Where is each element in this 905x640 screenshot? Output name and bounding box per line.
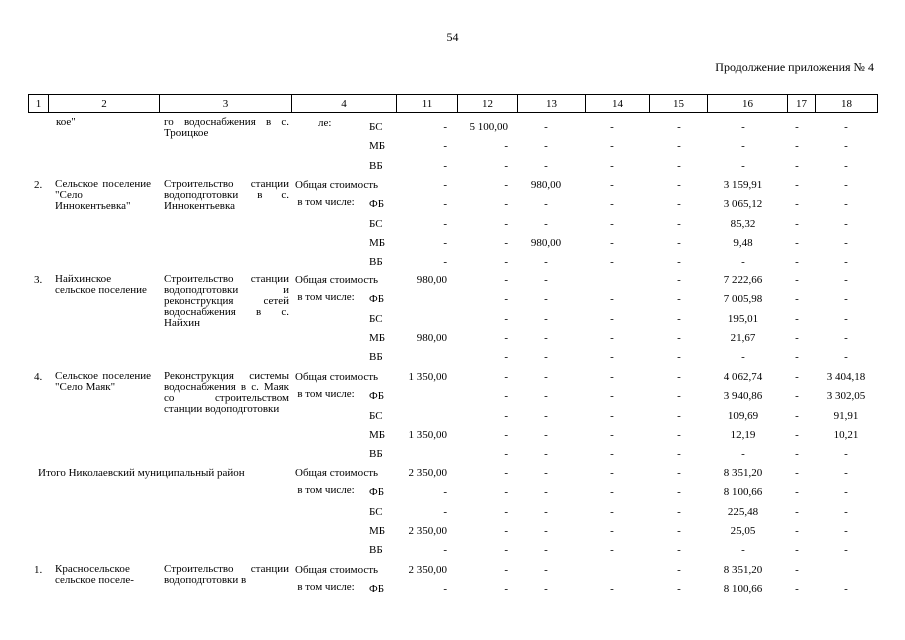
municipality-name: Красносельское сельское поселе- bbox=[55, 563, 134, 586]
value-c13: - bbox=[544, 583, 548, 596]
value-c12: - bbox=[504, 179, 508, 191]
value-c11: - bbox=[443, 544, 447, 557]
value-c14: - bbox=[610, 198, 614, 211]
value-c13: - bbox=[544, 544, 548, 557]
value-c18: - bbox=[844, 331, 848, 344]
value-c16: 3 940,86 bbox=[723, 390, 763, 403]
value-c12: - bbox=[504, 544, 508, 557]
value-c16: 8 351,20 bbox=[723, 467, 763, 479]
value-c16: 25,05 bbox=[730, 524, 756, 537]
value-c16: 3 065,12 bbox=[723, 198, 763, 211]
value-c12: - bbox=[504, 198, 508, 211]
value-c13: - bbox=[544, 524, 548, 537]
value-c14: - bbox=[610, 351, 614, 364]
value-c15: - bbox=[677, 293, 681, 306]
value-c15: - bbox=[677, 524, 681, 537]
total-title: Итого Николаевский муниципальный район bbox=[38, 467, 245, 479]
value-c14: - bbox=[610, 428, 614, 441]
value-c14: - bbox=[610, 293, 614, 306]
row-label: ФБ bbox=[369, 486, 385, 499]
value-c11: - bbox=[443, 159, 447, 172]
value-c11: - bbox=[443, 140, 447, 153]
value-c12: - bbox=[504, 583, 508, 596]
header-col-11: 11 bbox=[397, 94, 458, 113]
value-c13: - bbox=[544, 448, 548, 461]
value-c17: - bbox=[795, 274, 799, 286]
value-c13: - bbox=[544, 351, 548, 364]
value-c16: 21,67 bbox=[730, 331, 756, 344]
value-c11: 2 350,00 bbox=[408, 564, 447, 576]
value-c13: 980,00 bbox=[530, 179, 562, 191]
value-c15: - bbox=[677, 564, 681, 576]
value-c15: - bbox=[677, 312, 681, 325]
value-c11: 1 350,00 bbox=[408, 371, 447, 383]
value-c17: - bbox=[795, 524, 799, 537]
row-label: ВБ bbox=[369, 544, 383, 557]
value-c12: - bbox=[504, 140, 508, 153]
value-c16: 8 351,20 bbox=[723, 564, 763, 576]
project-description: го водоснабжения в с. Троицкое bbox=[164, 116, 289, 139]
value-c18: - bbox=[844, 505, 848, 518]
value-c13: - bbox=[544, 564, 548, 576]
value-c18: - bbox=[844, 217, 848, 230]
sub-label: в том числе: bbox=[297, 388, 355, 400]
project-description: Строительство станции водоподготовки и реконструкция сетей водоснабжения в с. Найхин bbox=[164, 273, 289, 329]
value-c12: - bbox=[504, 428, 508, 441]
value-c16: 9,48 bbox=[733, 236, 753, 249]
value-c16: 12,19 bbox=[730, 428, 756, 441]
value-c15: - bbox=[677, 371, 681, 383]
value-c18: - bbox=[844, 467, 848, 479]
value-c18: - bbox=[844, 544, 848, 557]
table-header bbox=[28, 94, 878, 112]
row-label: МБ bbox=[369, 140, 386, 153]
value-c15: - bbox=[677, 448, 681, 461]
value-c14: - bbox=[610, 505, 614, 518]
row-label: МБ bbox=[369, 428, 386, 441]
value-c14: - bbox=[610, 583, 614, 596]
value-c15: - bbox=[677, 351, 681, 364]
value-c12: - bbox=[504, 448, 508, 461]
value-c13: - bbox=[544, 293, 548, 306]
value-c18: - bbox=[844, 274, 848, 286]
value-c17: - bbox=[795, 121, 799, 133]
value-c15: - bbox=[677, 390, 681, 403]
value-c12: 5 100,00 bbox=[469, 121, 508, 133]
row-label: БС bbox=[369, 312, 383, 325]
value-c16: - bbox=[741, 140, 745, 153]
sub-label: в том числе: bbox=[297, 291, 355, 303]
sub-label: ле: bbox=[318, 117, 332, 129]
value-c17: - bbox=[795, 179, 799, 191]
value-c15: - bbox=[677, 121, 681, 133]
value-c15: - bbox=[677, 409, 681, 422]
value-c13: - bbox=[544, 159, 548, 172]
header-col-14: 14 bbox=[586, 94, 650, 113]
value-c17: - bbox=[795, 312, 799, 325]
value-c17: - bbox=[795, 371, 799, 383]
value-c18: 3 404,18 bbox=[826, 371, 866, 383]
value-c13: - bbox=[544, 274, 548, 286]
value-c13: - bbox=[544, 390, 548, 403]
header-col-16: 16 bbox=[708, 94, 788, 113]
sub-label: в том числе: bbox=[297, 196, 355, 208]
value-c14: - bbox=[610, 312, 614, 325]
project-description: Строительство станции водоподготовки в с. Иннокентьевка bbox=[164, 178, 289, 212]
row-number: 1. bbox=[34, 564, 43, 576]
value-c15: - bbox=[677, 331, 681, 344]
row-label: ВБ bbox=[369, 256, 383, 269]
header-col-13: 13 bbox=[518, 94, 586, 113]
header-col-18: 18 bbox=[816, 94, 878, 113]
value-c15: - bbox=[677, 217, 681, 230]
row-number: 4. bbox=[34, 371, 43, 383]
value-c14: - bbox=[610, 140, 614, 153]
value-c12: - bbox=[504, 486, 508, 499]
value-c17: - bbox=[795, 409, 799, 422]
value-c13: - bbox=[544, 428, 548, 441]
row-label: ВБ bbox=[369, 351, 383, 364]
value-c16: - bbox=[741, 351, 745, 364]
value-c12: - bbox=[504, 351, 508, 364]
value-c13: - bbox=[544, 467, 548, 479]
value-c16: - bbox=[741, 121, 745, 133]
row-label-total: Общая стоимость bbox=[295, 274, 379, 286]
municipality-name: Сельское поселение "Село Иннокентьевка" bbox=[55, 178, 151, 212]
value-c12: - bbox=[504, 390, 508, 403]
value-c17: - bbox=[795, 428, 799, 441]
value-c18: - bbox=[844, 236, 848, 249]
value-c18: - bbox=[844, 159, 848, 172]
value-c12: - bbox=[504, 236, 508, 249]
row-label: ФБ bbox=[369, 198, 385, 211]
value-c14: - bbox=[610, 524, 614, 537]
value-c14: - bbox=[610, 236, 614, 249]
row-number: 3. bbox=[34, 274, 43, 286]
value-c12: - bbox=[504, 293, 508, 306]
value-c13: - bbox=[544, 409, 548, 422]
value-c11: - bbox=[443, 121, 447, 133]
value-c14: - bbox=[610, 544, 614, 557]
value-c12: - bbox=[504, 256, 508, 269]
value-c18: 91,91 bbox=[833, 409, 859, 422]
value-c18: - bbox=[844, 448, 848, 461]
value-c12: - bbox=[504, 505, 508, 518]
header-col-15: 15 bbox=[650, 94, 708, 113]
value-c17: - bbox=[795, 486, 799, 499]
row-label: БС bbox=[369, 505, 383, 518]
row-label-total: Общая стоимость bbox=[295, 564, 379, 576]
value-c15: - bbox=[677, 140, 681, 153]
value-c15: - bbox=[677, 544, 681, 557]
value-c15: - bbox=[677, 467, 681, 479]
value-c17: - bbox=[795, 448, 799, 461]
value-c17: - bbox=[795, 256, 799, 269]
value-c18: 10,21 bbox=[833, 428, 859, 441]
value-c18: - bbox=[844, 583, 848, 596]
value-c17: - bbox=[795, 140, 799, 153]
page-number: 54 bbox=[446, 30, 459, 44]
value-c11: 1 350,00 bbox=[408, 428, 447, 441]
value-c12: - bbox=[504, 564, 508, 576]
value-c13: - bbox=[544, 371, 548, 383]
value-c17: - bbox=[795, 331, 799, 344]
value-c14: - bbox=[610, 217, 614, 230]
value-c13: - bbox=[544, 331, 548, 344]
value-c17: - bbox=[795, 198, 799, 211]
header-col-3: 3 bbox=[160, 94, 292, 113]
value-c16: 8 100,66 bbox=[723, 583, 763, 596]
value-c12: - bbox=[504, 467, 508, 479]
header-col-4: 4 bbox=[292, 94, 397, 113]
row-label: МБ bbox=[369, 236, 386, 249]
value-c12: - bbox=[504, 159, 508, 172]
value-c18: - bbox=[844, 140, 848, 153]
value-c17: - bbox=[795, 564, 799, 576]
value-c11: - bbox=[443, 583, 447, 596]
value-c11: - bbox=[443, 486, 447, 499]
value-c14: - bbox=[610, 159, 614, 172]
value-c11: - bbox=[443, 179, 447, 191]
value-c11: 980,00 bbox=[416, 274, 447, 286]
value-c16: - bbox=[741, 448, 745, 461]
value-c16: 195,01 bbox=[727, 312, 759, 325]
sub-label: в том числе: bbox=[297, 581, 355, 593]
row-label: ФБ bbox=[369, 583, 385, 596]
value-c18: - bbox=[844, 486, 848, 499]
value-c11: - bbox=[443, 217, 447, 230]
value-c18: - bbox=[844, 256, 848, 269]
value-c14: - bbox=[610, 467, 614, 479]
value-c14: - bbox=[610, 331, 614, 344]
value-c13: - bbox=[544, 140, 548, 153]
value-c16: 4 062,74 bbox=[723, 371, 763, 383]
value-c13: - bbox=[544, 256, 548, 269]
header-col-12: 12 bbox=[458, 94, 518, 113]
row-label: ФБ bbox=[369, 390, 385, 403]
value-c12: - bbox=[504, 331, 508, 344]
value-c18: - bbox=[844, 293, 848, 306]
value-c17: - bbox=[795, 236, 799, 249]
municipality-name: кое" bbox=[56, 116, 76, 128]
value-c15: - bbox=[677, 274, 681, 286]
value-c15: - bbox=[677, 428, 681, 441]
value-c14: - bbox=[610, 256, 614, 269]
value-c12: - bbox=[504, 524, 508, 537]
value-c14: - bbox=[610, 371, 614, 383]
value-c15: - bbox=[677, 236, 681, 249]
value-c15: - bbox=[677, 486, 681, 499]
value-c16: - bbox=[741, 159, 745, 172]
value-c13: - bbox=[544, 217, 548, 230]
value-c17: - bbox=[795, 293, 799, 306]
value-c17: - bbox=[795, 351, 799, 364]
value-c16: 109,69 bbox=[727, 409, 759, 422]
project-description: Реконструкция системы водоснабжения в с. Маяк со строительством станции водоподготовки bbox=[164, 370, 289, 415]
value-c11: - bbox=[443, 256, 447, 269]
value-c17: - bbox=[795, 467, 799, 479]
value-c17: - bbox=[795, 505, 799, 518]
sub-label: в том числе: bbox=[297, 484, 355, 496]
value-c18: - bbox=[844, 198, 848, 211]
value-c11: 2 350,00 bbox=[408, 467, 447, 479]
value-c15: - bbox=[677, 159, 681, 172]
row-number: 2. bbox=[34, 179, 43, 191]
value-c14: - bbox=[610, 179, 614, 191]
row-label-total: Общая стоимость bbox=[295, 371, 379, 383]
value-c14: - bbox=[610, 448, 614, 461]
row-label-total: Общая стоимость bbox=[295, 467, 379, 479]
value-c18: - bbox=[844, 179, 848, 191]
value-c12: - bbox=[504, 409, 508, 422]
row-label: ВБ bbox=[369, 448, 383, 461]
value-c15: - bbox=[677, 179, 681, 191]
value-c16: - bbox=[741, 256, 745, 269]
value-c14: - bbox=[610, 486, 614, 499]
value-c13: - bbox=[544, 505, 548, 518]
header-col-17: 17 bbox=[788, 94, 816, 113]
value-c18: - bbox=[844, 524, 848, 537]
value-c13: - bbox=[544, 312, 548, 325]
value-c11: - bbox=[443, 505, 447, 518]
value-c17: - bbox=[795, 390, 799, 403]
value-c16: 3 159,91 bbox=[723, 179, 763, 191]
value-c13: 980,00 bbox=[530, 236, 562, 249]
value-c11: - bbox=[443, 236, 447, 249]
value-c18: - bbox=[844, 121, 848, 133]
value-c18: 3 302,05 bbox=[826, 390, 866, 403]
project-description: Строительство станции водоподготовки в bbox=[164, 563, 289, 586]
value-c13: - bbox=[544, 486, 548, 499]
value-c15: - bbox=[677, 198, 681, 211]
value-c14: - bbox=[610, 390, 614, 403]
row-label: БС bbox=[369, 121, 383, 133]
value-c12: - bbox=[504, 274, 508, 286]
header-col-1: 1 bbox=[28, 94, 49, 113]
value-c16: 85,32 bbox=[730, 217, 756, 230]
row-label: ФБ bbox=[369, 293, 385, 306]
value-c15: - bbox=[677, 256, 681, 269]
value-c13: - bbox=[544, 121, 548, 133]
value-c17: - bbox=[795, 217, 799, 230]
value-c16: 7 005,98 bbox=[723, 293, 763, 306]
row-label-total: Общая стоимость bbox=[295, 179, 379, 191]
value-c11: 980,00 bbox=[416, 331, 447, 344]
value-c11: 2 350,00 bbox=[408, 524, 447, 537]
value-c12: - bbox=[504, 371, 508, 383]
value-c18: - bbox=[844, 351, 848, 364]
value-c17: - bbox=[795, 544, 799, 557]
row-label: МБ bbox=[369, 331, 386, 344]
row-label: ВБ bbox=[369, 159, 383, 172]
row-label: БС bbox=[369, 409, 383, 422]
appendix-label: Продолжение приложения № 4 bbox=[715, 60, 874, 74]
row-label: БС bbox=[369, 217, 383, 230]
header-col-2: 2 bbox=[49, 94, 160, 113]
value-c17: - bbox=[795, 159, 799, 172]
value-c16: 225,48 bbox=[727, 505, 759, 518]
value-c12: - bbox=[504, 312, 508, 325]
value-c16: 7 222,66 bbox=[723, 274, 763, 286]
value-c12: - bbox=[504, 217, 508, 230]
value-c15: - bbox=[677, 505, 681, 518]
value-c15: - bbox=[677, 583, 681, 596]
municipality-name: Сельское поселение "Село Маяк" bbox=[55, 370, 151, 393]
value-c13: - bbox=[544, 198, 548, 211]
value-c14: - bbox=[610, 409, 614, 422]
value-c14: - bbox=[610, 121, 614, 133]
row-label: МБ bbox=[369, 524, 386, 537]
municipality-name: Найхинское сельское поселение bbox=[55, 273, 147, 296]
value-c18: - bbox=[844, 312, 848, 325]
value-c16: - bbox=[741, 544, 745, 557]
value-c17: - bbox=[795, 583, 799, 596]
value-c11: - bbox=[443, 198, 447, 211]
value-c16: 8 100,66 bbox=[723, 486, 763, 499]
